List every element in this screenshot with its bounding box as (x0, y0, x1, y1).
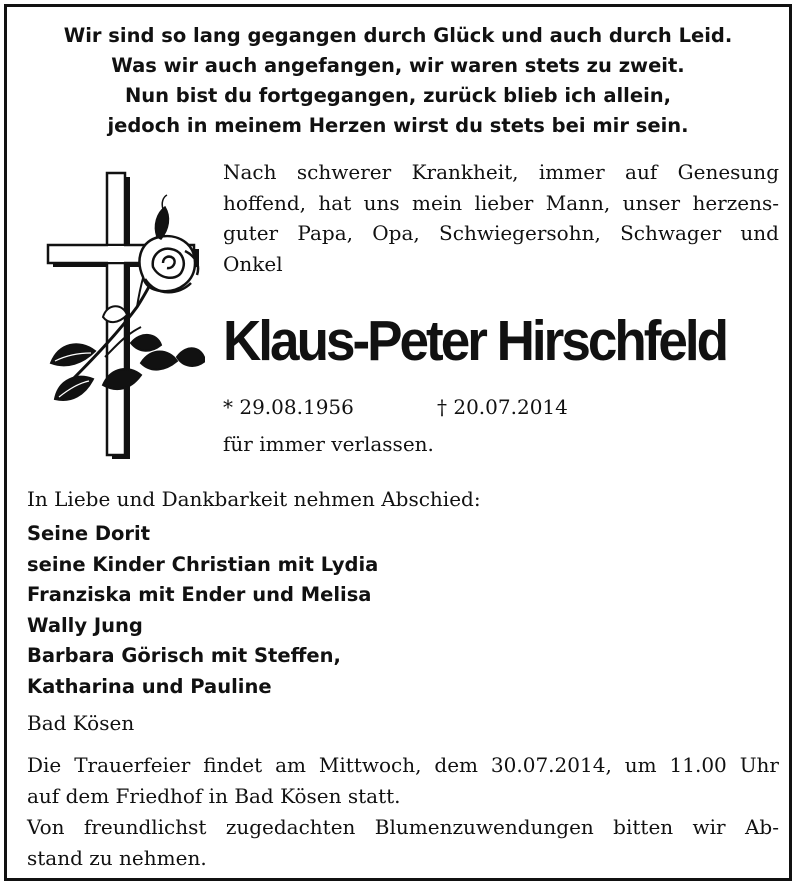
intro-line: Onkel (223, 251, 283, 276)
birth-date: * 29.08.1956 (223, 395, 354, 419)
funeral-line: Von freundlichst zugedachten Blumenzuwendungen bitten wir Ab- (27, 815, 779, 839)
mourner: Franziska mit Ender und Melisa (27, 583, 372, 606)
mourners-list (27, 519, 378, 702)
life-dates (223, 395, 568, 419)
poem-line: jedoch in meinem Herzen wirst du stets bei mir sein. (107, 114, 689, 137)
farewell-intro: In Liebe und Dankbarkeit nehmen Abschied: (27, 487, 481, 511)
poem (7, 21, 789, 141)
deceased-name: Klaus-Peter Hirschfeld (223, 309, 727, 373)
mourner: Barbara Görisch mit Steffen, (27, 644, 341, 667)
mourner: Wally Jung (27, 613, 143, 637)
cross-with-rose-icon (45, 167, 205, 467)
obituary-notice (4, 4, 792, 881)
funeral-line: stand zu nehmen. (27, 846, 207, 870)
left-text: für immer verlassen. (223, 432, 434, 456)
mourner: seine Kinder Christian mit Lydia (27, 552, 379, 576)
mourner: Katharina und Pauline (27, 674, 272, 698)
poem-line: Wir sind so lang gegangen durch Glück und auch durch Leid. (63, 24, 733, 47)
intro-line: guter Papa, Opa, Schwiegersohn, Schwager und (223, 221, 779, 245)
intro-line: Nach schwerer Krankheit, immer auf Genesung (223, 160, 779, 184)
poem-line: Was wir auch angefangen, wir waren stets zu zweit. (111, 54, 685, 77)
place: Bad Kösen (27, 711, 135, 735)
funeral-line: auf dem Friedhof in Bad Kösen statt. (27, 784, 401, 808)
death-date: † 20.07.2014 (437, 395, 568, 419)
funeral-info (27, 750, 779, 874)
mourner: Seine Dorit (27, 522, 151, 545)
intro-line: hoffend, hat uns mein lieber Mann, unser herzens- (223, 190, 779, 215)
poem-line: Nun bist du fortgegangen, zurück blieb ich allein, (124, 84, 672, 107)
intro-text (223, 157, 779, 279)
funeral-line: Die Trauerfeier findet am Mittwoch, dem 30.07.2014, um 11.00 Uhr (27, 753, 779, 777)
